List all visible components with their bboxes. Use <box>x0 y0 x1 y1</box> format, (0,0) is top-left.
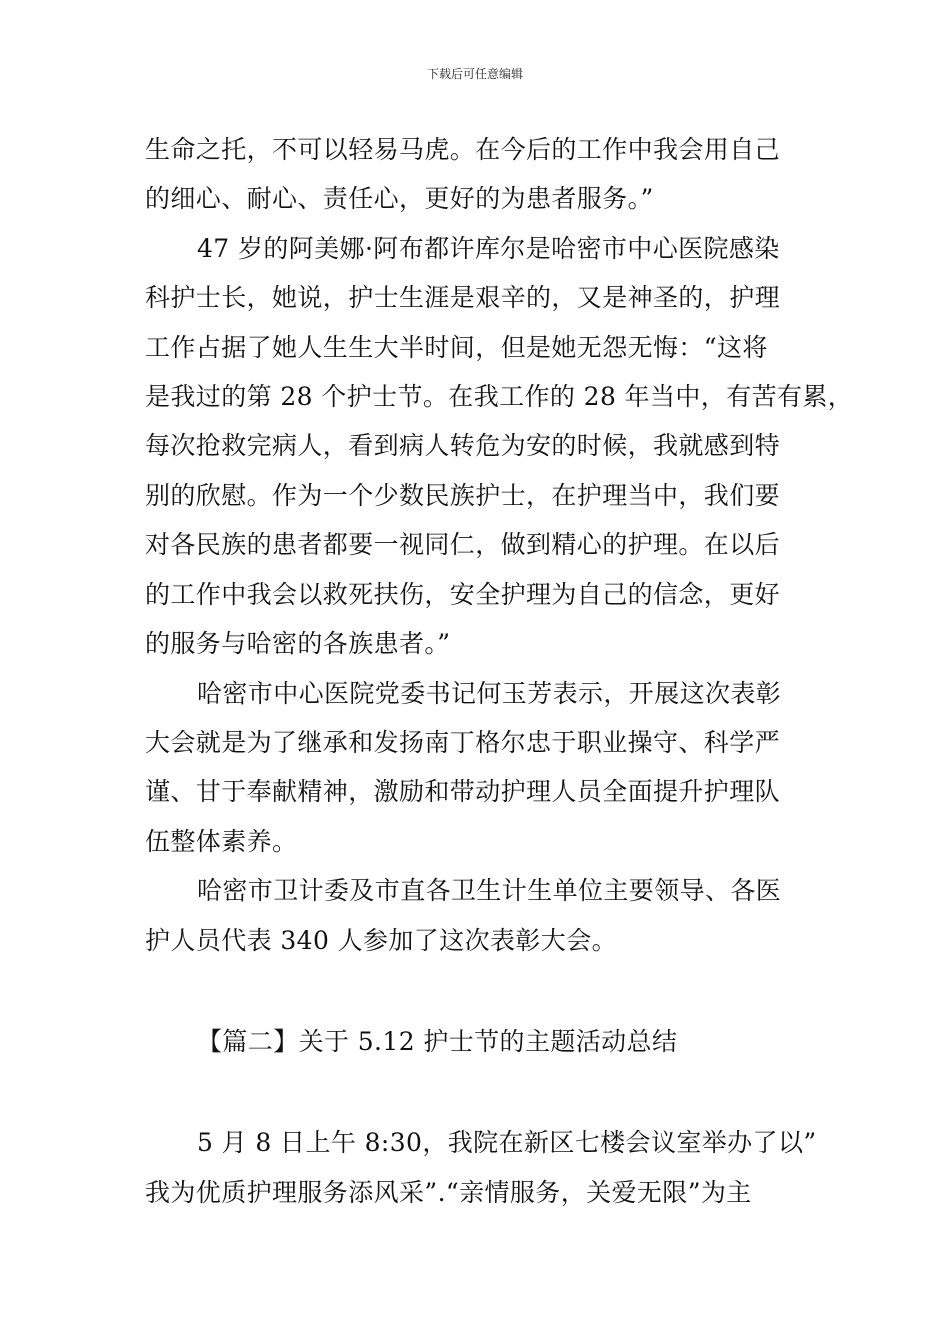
text-line: 哈密市卫计委及市直各卫生计生单位主要领导、各医 <box>197 876 782 905</box>
text-line: 哈密市中心医院党委书记何玉芳表示，开展这次表彰 <box>197 679 782 708</box>
section-heading: 【篇二】关于 5.12 护士节的主题活动总结 <box>197 1027 678 1056</box>
page-header: 下载后可任意编辑 <box>426 67 523 81</box>
text-line: 的工作中我会以救死扶伤，安全护理为自己的信念，更好 <box>145 580 781 609</box>
text-line: 谨、甘于奉献精神，激励和带动护理人员全面提升护理队 <box>145 777 781 806</box>
text-line: 是我过的第 28 个护士节。在我工作的 28 年当中，有苦有累， <box>145 382 854 411</box>
text-line: 护人员代表 340 人参加了这次表彰大会。 <box>145 926 618 955</box>
text-line: 科护士长，她说，护士生涯是艰辛的，又是神圣的，护理 <box>145 283 781 312</box>
text-line: 的细心、耐心、责任心，更好的为患者服务。” <box>145 184 654 213</box>
text-line: 5 月 8 日上午 8:30，我院在新区七楼会议室举办了以” <box>197 1128 817 1157</box>
text-line: 我为优质护理服务添风采”.“亲情服务，关爱无限”为主 <box>145 1178 752 1207</box>
text-line: 大会就是为了继承和发扬南丁格尔忠于职业操守、科学严 <box>145 728 781 757</box>
text-line: 47 岁的阿美娜·阿布都许库尔是哈密市中心医院感染 <box>197 234 780 263</box>
text-line: 每次抢救完病人，看到病人转危为安的时候，我就感到特 <box>145 431 781 460</box>
text-line: 工作占据了她人生生大半时间，但是她无怨无悔：“这将 <box>145 333 768 362</box>
text-line: 别的欣慰。作为一个少数民族护士，在护理当中，我们要 <box>145 481 781 510</box>
text-line: 对各民族的患者都要一视同仁，做到精心的护理。在以后 <box>145 530 781 559</box>
text-line: 伍整体素养。 <box>145 827 298 856</box>
text-line: 生命之托，不可以轻易马虎。在今后的工作中我会用自己 <box>145 135 781 164</box>
text-line: 的服务与哈密的各族患者。” <box>145 629 451 658</box>
